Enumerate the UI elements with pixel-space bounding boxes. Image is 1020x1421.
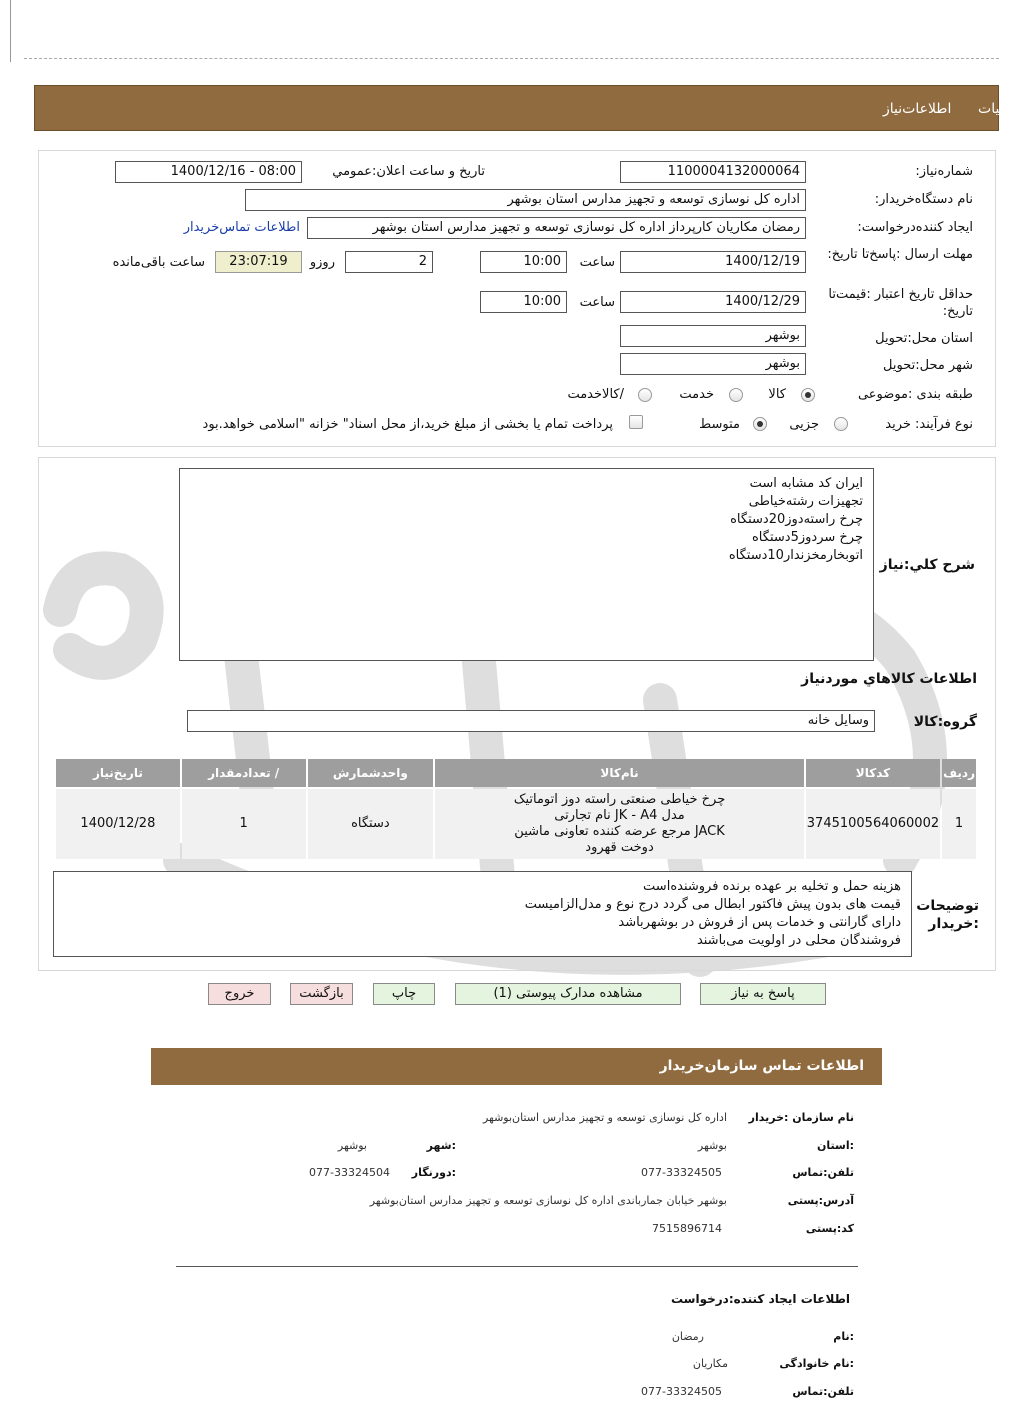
delivery-city-label: شهر محل:تحویل [883, 358, 973, 373]
description-label: شرح کلي:نياز [879, 557, 975, 573]
contact-org-value: اداره کل نوسازی توسعه و تجهیز مدارس استان‌بوشهر [482, 1111, 727, 1124]
description-line: ایران کد مشابه است [749, 476, 863, 491]
category-goods-service-radio[interactable] [638, 388, 652, 402]
reply-time-label: ساعت [579, 255, 615, 270]
delivery-province-field: بوشهر [620, 325, 806, 347]
reply-deadline-label: مهلت ارسال :پاسخ‌تا تاریخ: [827, 247, 973, 262]
requester-label: ایجاد کننده‌درخواست: [857, 220, 973, 235]
contact-fax-value: 077-33324504 [309, 1166, 390, 1179]
description-box [179, 468, 874, 661]
price-time-label: ساعت [579, 295, 615, 310]
cell-date: 1400/12/28 [56, 789, 180, 859]
announce-label: تاریخ و ساعت اعلان:عمومي [332, 164, 485, 179]
description-line: چرخ سردوز5دستگاه [752, 530, 863, 545]
buyer-org-field: اداره کل نوسازی توسعه و تجهیز مدارس استان بوشهر [245, 189, 806, 211]
cell-code: 3745100564060002 [806, 789, 940, 859]
contact-address-label: آدرس:پستی [787, 1194, 854, 1207]
process-minor-radio[interactable] [834, 417, 848, 431]
remaining-label: ساعت باقی‌مانده [112, 255, 205, 270]
contact-postal-label: کد:پستی [805, 1222, 854, 1235]
contact-title: اطلاعات تماس سازمان‌خریدار [659, 1058, 864, 1074]
col-qty: / تعدادمقدار [182, 759, 306, 787]
delivery-province-label: استان محل:تحویل [875, 331, 973, 346]
exit-button[interactable]: خروج [208, 983, 271, 1005]
category-goods-service-label: /کالاخدمت [567, 387, 624, 402]
reply-deadline-time-field: 10:00 [480, 251, 567, 273]
category-label: طبقه بندی :موضوعی [857, 387, 973, 402]
page-border-line [10, 0, 11, 62]
buyer-org-label: نام دستگاه‌خریدار: [874, 192, 973, 207]
cell-name [435, 789, 804, 859]
contact-separator [176, 1266, 858, 1267]
buyer-notes-label-2: :خریدار [928, 916, 979, 932]
process-medium-label: متوسط [699, 417, 740, 432]
process-label: نوع فرآیند: خرید [885, 417, 973, 432]
category-service-radio[interactable] [729, 388, 743, 402]
goods-table-header [56, 759, 976, 787]
category-goods-label: کالا [768, 387, 786, 402]
print-button[interactable]: چاپ [373, 983, 435, 1005]
cell-unit: دستگاه [308, 789, 434, 859]
payment-treasury-checkbox[interactable] [629, 415, 643, 429]
cell-name-line: مدل JK - A4 نام تجارتی [554, 808, 685, 823]
contact-address-value: بوشهر خیابان جمارباندی اداره کل نوسازی توسعه و تجهیز مدارس استان‌بوشهر [369, 1194, 727, 1207]
remaining-time-field: 23:07:19 [215, 251, 302, 273]
tab-need-info[interactable]: اطلاعات‌نیاز [883, 101, 952, 117]
buyer-notes-line: فروشندگان محلی در اولویت می‌باشند [696, 933, 901, 948]
contact-header-bar [151, 1048, 882, 1085]
creator-title: اطلاعات ایجاد کننده:درخواست [670, 1292, 850, 1306]
delivery-city-field: بوشهر [620, 353, 806, 375]
category-goods-radio[interactable] [801, 388, 815, 402]
goods-section-title: اطلاعات کالاهاي موردنياز [801, 671, 977, 687]
price-validity-time-field: 10:00 [480, 291, 567, 313]
buyer-notes-line: قیمت های بدون پیش فاکتور ابطال می گردد درج نوع و مدل‌الزامیست [524, 897, 901, 912]
price-validity-date-field: 1400/12/29 [620, 291, 806, 313]
contact-org-label: نام سازمان :خریدار [748, 1111, 854, 1124]
contact-city-value: بوشهر [337, 1139, 367, 1152]
goods-group-field: وسایل خانه [187, 710, 875, 732]
col-date: تاریخ‌نیاز [56, 759, 180, 787]
creator-name-label: :نام [833, 1330, 854, 1343]
description-line: چرخ راسته‌دوز20دستگاه [730, 512, 863, 527]
description-line: اتوبخارمخزندار10دستگاه [728, 548, 863, 563]
col-row: ردیف [942, 759, 976, 787]
col-name: نام‌کالا [435, 759, 804, 787]
creator-name-value: رمضان [671, 1330, 704, 1343]
need-number-label: شماره‌نیاز: [915, 164, 973, 179]
process-minor-label: جزیی [789, 417, 819, 432]
buyer-contact-link[interactable]: اطلاعات تماس‌خریدار [183, 220, 300, 235]
need-number-field: 1100004132000064 [620, 161, 806, 183]
announce-field: 1400/12/16 - 08:00 [115, 161, 302, 183]
cell-name-line: دوخت قهرود [585, 840, 654, 855]
reply-button[interactable]: پاسخ به نیاز [700, 983, 826, 1005]
col-code: کدکالا [806, 759, 940, 787]
cell-row: 1 [942, 789, 976, 859]
contact-city-label: :شهر [426, 1139, 456, 1152]
process-medium-radio[interactable] [753, 417, 767, 431]
contact-phone-value: 077-33324505 [641, 1166, 722, 1179]
details-header-bar [34, 85, 1020, 131]
buyer-notes-box [53, 871, 912, 957]
buyer-notes-line: هزینه حمل و تخلیه بر عهده برنده فروشنده‌است [643, 879, 901, 894]
table-row [56, 789, 976, 859]
reply-deadline-date-field: 1400/12/19 [620, 251, 806, 273]
buyer-notes-label-1: توضیحات [916, 898, 979, 914]
tab-details[interactable]: جزئیات [978, 101, 1020, 117]
top-divider [24, 58, 999, 59]
payment-note: پرداخت تمام یا بخشی از مبلغ خرید،از محل اسناد" خزانه "اسلامی خواهد.بود [202, 417, 613, 432]
cell-qty: 1 [182, 789, 306, 859]
contact-phone-label: تلفن:تماس [792, 1166, 854, 1179]
cell-name-line: JACK مرجع عرضه کننده تعاونی ماشین [514, 824, 725, 839]
contact-province-value: بوشهر [697, 1139, 727, 1152]
creator-phone-label: تلفن:تماس [792, 1385, 854, 1398]
creator-family-label: :نام خانوادگی [779, 1357, 854, 1370]
cell-name-line: چرخ خیاطی صنعتی راسته دوز اتوماتیک [513, 792, 726, 807]
creator-family-value: مکاریان [692, 1357, 728, 1370]
goods-group-label: گروه:کالا [913, 714, 977, 730]
days-label: روزو [309, 255, 335, 270]
description-line: تجهیزات رشته‌خیاطی [748, 494, 863, 509]
goods-table [54, 757, 978, 861]
contact-province-label: :استان [817, 1139, 854, 1152]
buyer-notes-line: دارای گارانتی و خدمات پس از فروش در بوشهرباشد [618, 915, 901, 930]
col-unit: واحدشمارش [308, 759, 434, 787]
back-button[interactable]: بازگشت [290, 983, 353, 1005]
contact-fax-label: :دورنگار [411, 1166, 456, 1179]
contact-postal-value: 7515896714 [652, 1222, 722, 1235]
requester-field: رمضان مکاریان کارپرداز اداره کل نوسازی توسعه و تجهیز مدارس استان بوشهر [307, 217, 806, 239]
days-field: 2 [345, 251, 433, 273]
category-service-label: خدمت [679, 387, 714, 402]
price-validity-label: حداقل تاریخ اعتبار :قیمت‌تا تاریخ: [828, 287, 973, 319]
view-attachments-button[interactable]: مشاهده مدارک پیوستی (1) [455, 983, 681, 1005]
creator-phone-value: 077-33324505 [641, 1385, 722, 1398]
